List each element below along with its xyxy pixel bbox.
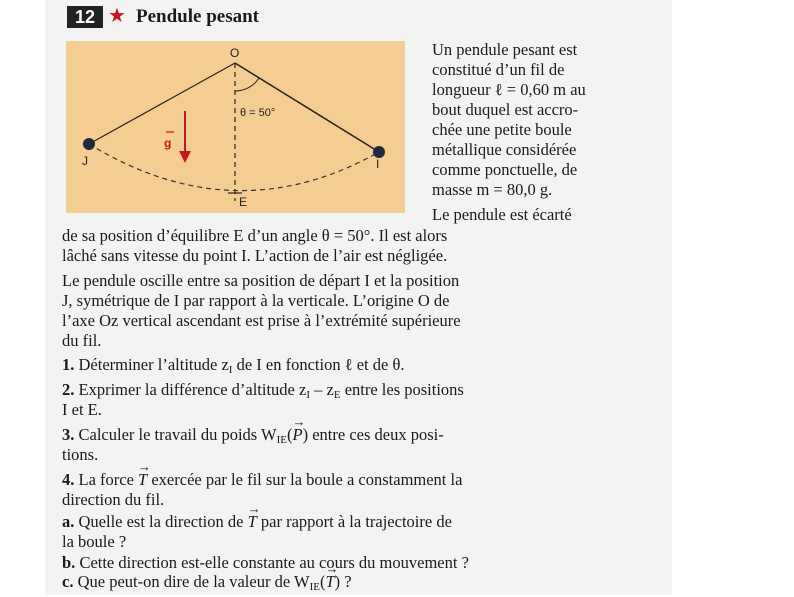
exercise-title: Pendule pesant — [136, 6, 259, 27]
trajectory-arc — [89, 144, 379, 191]
angle-label: θ = 50° — [240, 107, 276, 119]
label-J: J — [82, 154, 88, 168]
intro-line-5: chée une petite boule — [432, 120, 572, 139]
q1-number: 1. — [62, 355, 75, 374]
question-2 — [62, 380, 464, 405]
q4-text-b: exercée par le fil sur la boule a constamment la — [147, 470, 463, 489]
qb-text: Cette direction est-elle constante au cours du mouvement ? — [79, 553, 469, 572]
intro-line-4: bout duquel est accro- — [432, 100, 579, 119]
qc-number: c. — [62, 572, 74, 591]
intro-line-6: métallique considérée — [432, 140, 577, 159]
body-line-1: de sa position d’équilibre E d’un angle θ = 50°. Il est alors — [62, 226, 448, 245]
pendulum-diagram — [66, 41, 405, 213]
qb-number: b. — [62, 553, 76, 572]
q1-sub: I — [228, 364, 233, 376]
q2-continuation: I et E. — [62, 400, 102, 419]
question-4a — [62, 512, 452, 532]
q4-number: 4. — [62, 470, 75, 489]
body-line-4: J, symétrique de I par rapport à la verticale. L’origine O de — [62, 291, 450, 310]
q3-text-a: Calculer le travail du poids W — [78, 425, 277, 444]
question-1 — [62, 355, 404, 380]
question-4 — [62, 470, 462, 490]
q4-vector-T: → T — [138, 470, 147, 490]
question-3 — [62, 425, 444, 450]
q3-sub: IE — [276, 434, 287, 446]
question-4b — [62, 553, 469, 573]
qa-text-b: par rapport à la trajectoire de — [256, 512, 452, 531]
q3-vector-P: → P — [293, 425, 303, 445]
body-line-2: lâché sans vitesse du point I. L’action de l’air est négligée. — [62, 246, 448, 265]
intro-line-7: comme ponctuelle, de — [432, 160, 578, 179]
q3-text-b: ) entre ces deux posi- — [302, 425, 444, 444]
q3-number: 3. — [62, 425, 75, 444]
q2-mid: – z — [310, 380, 334, 399]
label-I: I — [376, 157, 380, 171]
q2-sub1: I — [306, 389, 311, 401]
q3-continuation: tions. — [62, 445, 99, 464]
q1-text-a: Déterminer l’altitude z — [78, 355, 229, 374]
q2-sub2: E — [333, 389, 341, 401]
intro-line-8: masse m = 80,0 g. — [432, 180, 553, 199]
label-O: O — [230, 46, 240, 60]
q2-text-b: entre les positions — [340, 380, 464, 399]
string-at-J — [89, 63, 235, 144]
body-line-5: l’axe Oz vertical ascendant est prise à l’extrémité supérieure — [62, 311, 461, 330]
body-line-3: Le pendule oscille entre sa position de départ I et la position — [62, 271, 460, 290]
ball-at-J — [83, 138, 95, 150]
qc-vector-T: → T — [325, 572, 334, 592]
qc-paren: ( — [319, 572, 326, 591]
qc-sub: IE — [309, 581, 320, 593]
q2-text-a: Exprimer la différence d’altitude z — [78, 380, 307, 399]
intro-line-9: Le pendule est écarté — [432, 205, 572, 224]
label-E: E — [239, 195, 248, 209]
pendulum-figure — [66, 41, 405, 213]
qa-continuation: la boule ? — [62, 532, 127, 551]
gravity-arrow-head — [179, 151, 191, 163]
qa-number: a. — [62, 512, 75, 531]
exercise-number-badge: 12 — [67, 6, 103, 28]
qa-text-a: Quelle est la direction de — [78, 512, 248, 531]
question-4c — [62, 572, 352, 597]
q4-text-a: La force — [78, 470, 139, 489]
q4-continuation: direction du fil. — [62, 490, 165, 509]
qc-text-b: ) ? — [334, 572, 352, 591]
qa-vector-T: → T — [248, 512, 257, 532]
intro-line-1: Un pendule pesant est — [432, 40, 578, 59]
label-g: g — [164, 136, 172, 150]
star-icon: ★ — [108, 5, 126, 27]
angle-arc — [235, 78, 259, 91]
q2-number: 2. — [62, 380, 75, 399]
q3-paren: ( — [287, 425, 293, 444]
intro-line-3: longueur ℓ = 0,60 m au — [432, 80, 586, 99]
intro-line-2: constitué d’un fil de — [432, 60, 565, 79]
q1-text-b: de I en fonction ℓ et de θ. — [232, 355, 405, 374]
body-line-6: du fil. — [62, 331, 102, 350]
qc-text-a: Que peut-on dire de la valeur de W — [77, 572, 310, 591]
